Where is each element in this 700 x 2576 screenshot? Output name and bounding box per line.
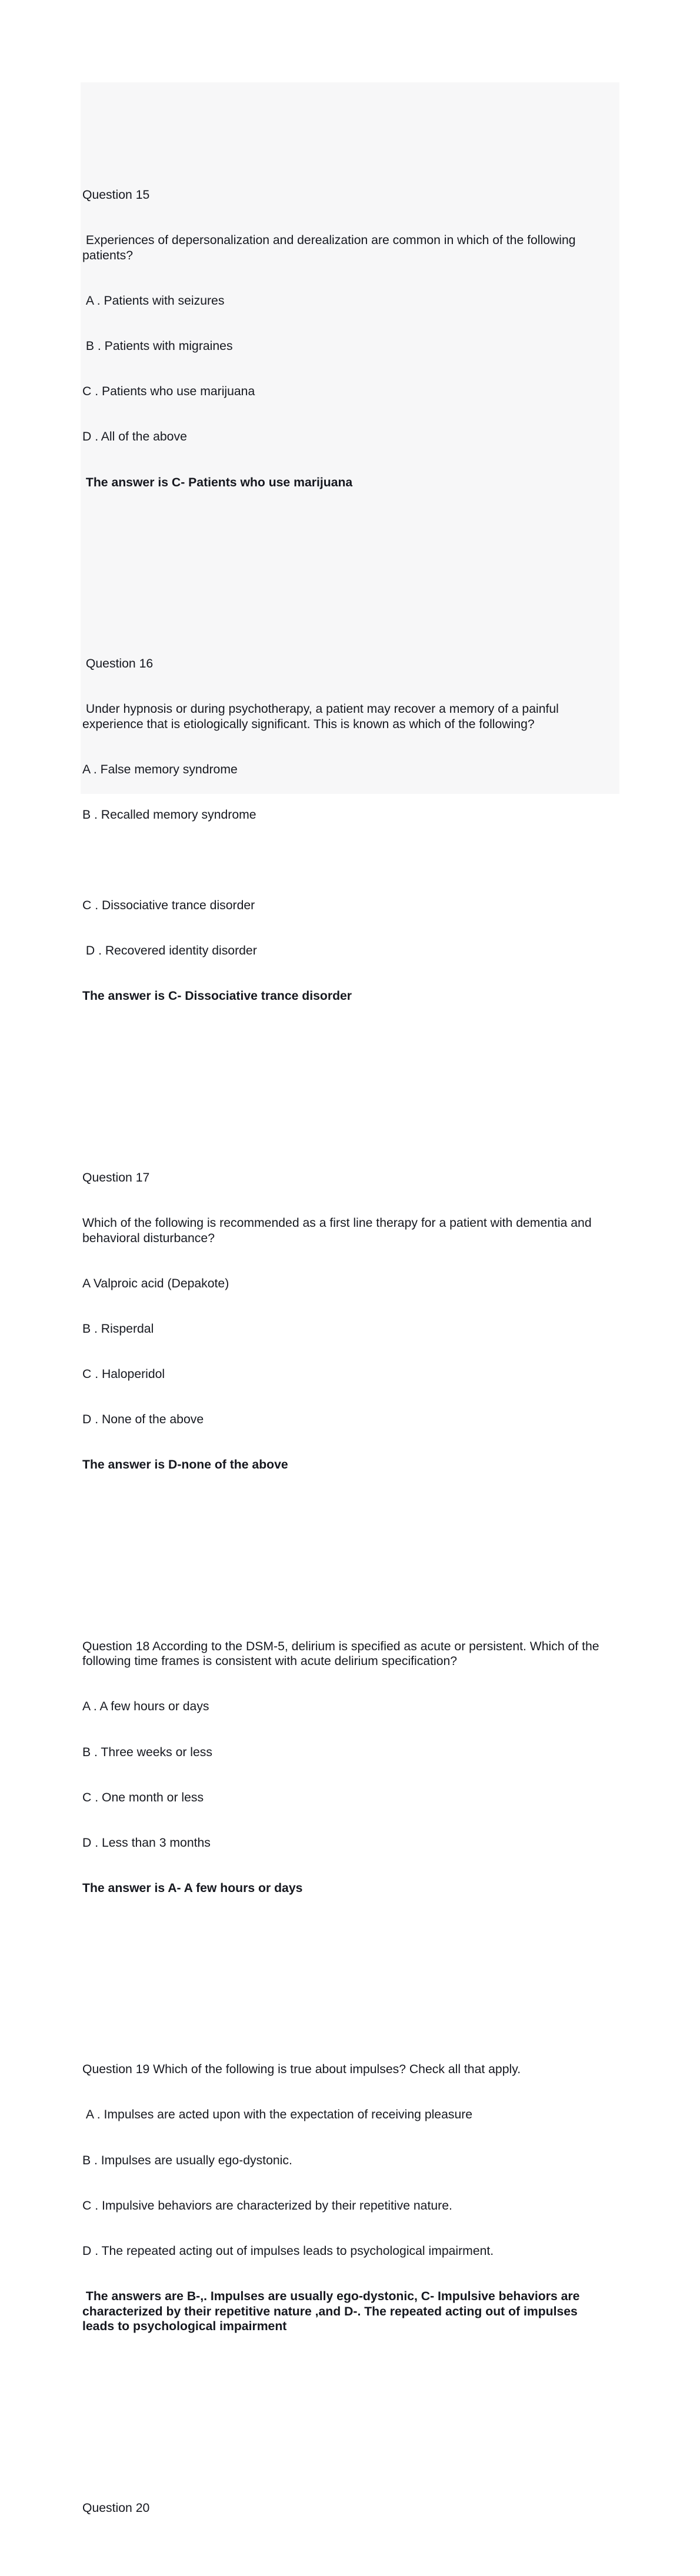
correct-answer: The answer is D-none of the above	[82, 1458, 288, 1472]
question-prompt: Under hypnosis or during psychotherapy, a patient may recover a memory of a painful experience that is etiologically significant. This is known as which of the following?	[82, 702, 562, 731]
answer-option-a: A . A few hours or days	[82, 1700, 209, 1714]
question-title: Question 20	[82, 2501, 150, 2515]
question-prompt: Experiences of depersonalization and derealization are common in which of the following patients?	[82, 233, 579, 263]
correct-answer: The answer is A- A few hours or days	[82, 1881, 303, 1895]
spacer	[82, 853, 612, 868]
question-title: Question 16	[82, 657, 154, 670]
question-block-15	[82, 158, 612, 520]
question-title: Question 17	[82, 1170, 150, 1184]
answer-option-c: C . Patients who use marijuana	[82, 385, 255, 399]
spacer	[82, 1533, 612, 1549]
answer-option-a: A . Impulses are acted upon with the expectation of receiving pleasure	[82, 2108, 473, 2122]
answer-option-d: D . All of the above	[82, 430, 187, 444]
answer-option-b: B . Risperdal	[82, 1322, 154, 1336]
answer-option-d: D . Recovered identity disorder	[82, 944, 257, 958]
question-title: Question 19 Which of the following is true about impulses? Check all that apply.	[82, 2063, 521, 2077]
question-title: Question 18 According to the DSM-5, delirium is specified as acute or persistent. Which of the following time frames is consistent with acute delirium specification?	[82, 1639, 603, 1669]
correct-answer: The answer is C- Dissociative trance disorder	[82, 989, 352, 1003]
answer-option-b: B . Impulses are usually ego-dystonic.	[82, 2153, 292, 2167]
question-prompt: Which of the following is recommended as a first line therapy for a patient with dementia and behavioral disturbance?	[82, 1216, 595, 1245]
answer-option-c: C . Haloperidol	[82, 1367, 165, 1382]
answer-option-d: D . Less than 3 months	[82, 1836, 211, 1850]
document-content	[82, 97, 612, 2576]
spacer	[82, 1065, 612, 1080]
question-block-18	[82, 1609, 612, 1926]
answer-option-b: B . Recalled memory syndrome	[82, 808, 256, 822]
question-block-19	[82, 2032, 612, 2364]
question-title: Question 15	[82, 188, 150, 202]
answer-option-c: C . Impulsive behaviors are characterized by their repetitive nature.	[82, 2198, 452, 2213]
question-block-16	[82, 626, 612, 1035]
answer-option-c: C . One month or less	[82, 1790, 204, 1804]
question-block-20	[82, 2470, 612, 2546]
answer-option-b: B . Three weeks or less	[82, 1745, 212, 1759]
correct-answer: The answer is C- Patients who use marijuana	[82, 475, 353, 489]
answer-option-a: A . False memory syndrome	[82, 762, 238, 776]
correct-answer: The answers are B-,. Impulses are usually ego-dystonic, C- Impulsive behaviors are characterized by their repetitive nature ,and D-. The repeated acting out of impulses leads to psychological impairment	[82, 2289, 584, 2334]
spacer	[82, 2395, 612, 2410]
spacer	[82, 1956, 612, 1971]
answer-option-c: C . Dissociative trance disorder	[82, 899, 255, 913]
answer-option-a: A Valproic acid (Depakote)	[82, 1276, 229, 1290]
question-block-17	[82, 1140, 612, 1503]
answer-option-d: D . The repeated acting out of impulses leads to psychological impairment.	[82, 2244, 494, 2258]
answer-option-b: B . Patients with migraines	[82, 339, 233, 353]
spacer	[82, 550, 612, 566]
answer-option-d: D . None of the above	[82, 1413, 204, 1427]
answer-option-a: A . Patients with seizures	[82, 294, 225, 308]
